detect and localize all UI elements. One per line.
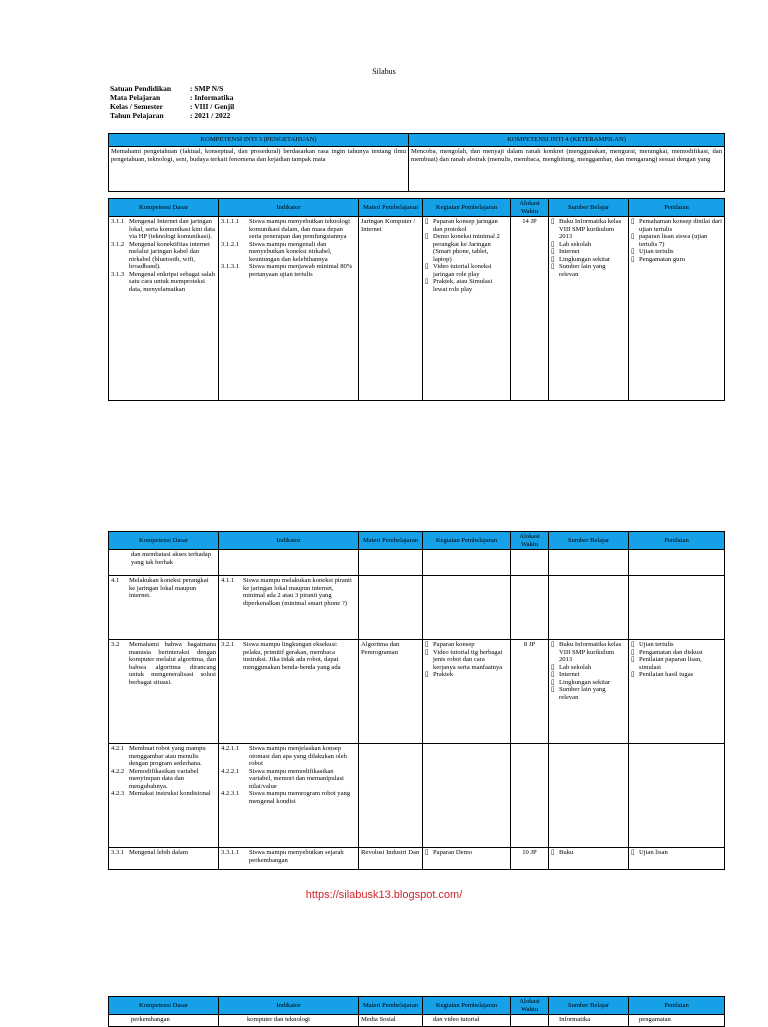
indikator-cell bbox=[219, 550, 359, 576]
col-alokasi: Alokasi Waktu bbox=[511, 997, 549, 1015]
penilaian-cell bbox=[629, 744, 725, 848]
penilaian-cell bbox=[629, 576, 725, 640]
col-indikator: Indikator bbox=[219, 532, 359, 550]
col-materi: Materi Pembelajaran bbox=[359, 199, 423, 217]
indikator-cell: 4.1.1 Siswa mampu melakukan koneksi piranti ke jaringan lokal maupun internet, minimal ada 2 atau 3 piranti yang diperkenalkan (minimal smart phone ?) bbox=[219, 576, 359, 640]
kegiatan-cell bbox=[423, 744, 511, 848]
materi-cell: Algoritma dan Pemrograman bbox=[359, 640, 423, 744]
col-sumber: Sumber Belajar bbox=[549, 532, 629, 550]
col-materi: Materi Pembelajaran bbox=[359, 532, 423, 550]
col-alokasi: Alokasi Waktu bbox=[511, 532, 549, 550]
col-indikator: Indikator bbox=[219, 199, 359, 217]
kegiatan-cell: dan video tutorial bbox=[423, 1015, 511, 1027]
materi-cell: Jaringan Komputer / Internet bbox=[359, 217, 423, 401]
sumber-cell bbox=[549, 576, 629, 640]
materi-cell bbox=[359, 576, 423, 640]
col-materi: Materi Pembelajaran bbox=[359, 997, 423, 1015]
alokasi-cell bbox=[511, 550, 549, 576]
sumber-cell: ▯ Buku Informatika kelas VIII SMP kurikulum 2013 ▯ Lab sekolah ▯ Internet ▯ Lingkungan sekitar ▯ Sumber lain yang relevan bbox=[549, 217, 629, 401]
col-penilaian: Penilaian bbox=[629, 532, 725, 550]
meta-row: Satuan Pendidikan : SMP N/S bbox=[110, 84, 224, 93]
table-row bbox=[109, 744, 725, 848]
col-kompetensi-dasar: Kompetensi Dasar bbox=[109, 532, 219, 550]
col-penilaian: Penilaian bbox=[629, 199, 725, 217]
materi-cell: Media Sosial bbox=[359, 1015, 423, 1027]
ki4-header: KOMPETENSI INTI 4 (KETERAMPILAN) bbox=[409, 134, 725, 147]
ki4-body: Mencoba, mengolah, dan menyaji dalam ranah konkret (menggunakan, mengurai, merangkai, memodifikasi, dan membuat) dan ranah abstrak (menulis, membaca, menghitung, menggambar, dan mengarang) sesuai dengan yang bbox=[409, 147, 725, 192]
kegiatan-cell bbox=[423, 550, 511, 576]
kd-cell: dan membatasi akses terhadap yang tak berhak bbox=[109, 550, 219, 576]
col-kompetensi-dasar: Kompetensi Dasar bbox=[109, 997, 219, 1015]
kd-cell: 3.3.1 Mengenal lebih dalam bbox=[109, 848, 219, 870]
kegiatan-cell: ▯ Paparan konsep jaringan dan protokol ▯ Demo koneksi minimal 2 perangkat ke Jaringan (Smart phone, tablet, laptop) ▯ Video tutorial koneksi jaringan role play ▯ Praktek, atau Simulasi lewat role play bbox=[423, 217, 511, 401]
kd-cell: 3.2 Memahami bahwa bagaimana manusia berinteraksi dengan komputer melalui algoritma, dan bahwa algoritma dirancang untuk mengeneralisasi solusi berbagai situasi. bbox=[109, 640, 219, 744]
source-link[interactable]: https://silabusk13.blogspot.com/ bbox=[305, 889, 463, 901]
indikator-cell: komputer dan teknologi bbox=[219, 1015, 359, 1027]
sumber-cell bbox=[549, 744, 629, 848]
sumber-cell: ▯ Buku bbox=[549, 848, 629, 870]
kegiatan-cell: ▯ Paparan konsep ▯ Video tutorial ttg berbagai jenis robot dan cara kerjanya serta manfaatnya ▯ Praktek bbox=[423, 640, 511, 744]
silabus-table-3 bbox=[108, 996, 725, 1027]
penilaian-cell: pengamatan bbox=[629, 1015, 725, 1027]
alokasi-cell: 10 JP bbox=[511, 848, 549, 870]
col-sumber: Sumber Belajar bbox=[549, 199, 629, 217]
alokasi-cell: 8 JP bbox=[511, 640, 549, 744]
alokasi-cell bbox=[511, 1015, 549, 1027]
penilaian-cell: ▯ Ujian tertulis ▯ Pengamatan dan diskusi ▯ Penilaian paparan lisan, simulasi ▯ Penilaian hasil tugas bbox=[629, 640, 725, 744]
table-row bbox=[109, 848, 725, 870]
meta-row: Kelas / Semester : VIII / Genjil bbox=[110, 102, 235, 111]
col-sumber: Sumber Belajar bbox=[549, 997, 629, 1015]
materi-cell bbox=[359, 550, 423, 576]
col-alokasi: Alokasi Waktu bbox=[511, 199, 549, 217]
sumber-cell: ▯ Buku Informatika kelas VIII SMP kurikulum 2013 ▯ Lab sekolah ▯ Internet ▯ Lingkungan sekitar ▯ Sumber lain yang relevan bbox=[549, 640, 629, 744]
table-row bbox=[109, 1015, 725, 1027]
col-kegiatan: Kegiatan Pembelajaran bbox=[423, 532, 511, 550]
col-kompetensi-dasar: Kompetensi Dasar bbox=[109, 199, 219, 217]
kompetensi-inti-table bbox=[108, 133, 725, 192]
kegiatan-cell: ▯ Paparan Demo bbox=[423, 848, 511, 870]
penilaian-cell: ▯ Pemahaman konsep dinilai dari ujian tertulis ▯ paparan lisan siswa (ujian tertulis 7) ▯ Ujian tertulis ▯ Pengamatan guru bbox=[629, 217, 725, 401]
materi-cell: Revolusi Industri Dan bbox=[359, 848, 423, 870]
document-metadata bbox=[110, 84, 234, 120]
kd-cell: 4.2.1 Membuat robot yang mampu menggambar atau menulis dengan program sederhana. 4.2.2 Memodifikasikan variabel menyimpan data dan mengubahnya. 4.2.3 Memakai instruksi kondisional bbox=[109, 744, 219, 848]
sumber-cell: Informatika bbox=[549, 1015, 629, 1027]
indikator-cell: 4.2.1.1 Siswa mampu menjelaskan konsep otomasi dan apa yang dilakukan oleh robot 4.2.2.1 Siswa mampu memodifikasikan variabel, memori dan memanipulasi nilai/value 4.2.3.1 Siswa mampu memrogram robot yang mengenal kondisi bbox=[219, 744, 359, 848]
ki3-body: Memahami pengetahuan (faktual, konseptual, dan prosedural) berdasarkan rasa ingin tahunya tentang ilmu pengetahuan, teknologi, seni, budaya terkait fenomena dan kejadian tampak mata bbox=[109, 147, 409, 192]
col-indikator: Indikator bbox=[219, 997, 359, 1015]
table-row bbox=[109, 217, 725, 401]
silabus-table-1 bbox=[108, 198, 725, 401]
meta-row: Tahun Pelajaran : 2021 / 2022 bbox=[110, 111, 231, 120]
indikator-cell: 3.2.1 Siswa mampu lingkungan eksekusi: pelaku, primitif gerakan, membaca instruksi. Jika tidak ada robot, dapat menggunakan benda-benda yang ada bbox=[219, 640, 359, 744]
meta-row: Mata Pelajaran : Informatika bbox=[110, 93, 234, 102]
alokasi-cell: 14 JP bbox=[511, 217, 549, 401]
penilaian-cell bbox=[629, 550, 725, 576]
penilaian-cell: ▯ Ujian lisan bbox=[629, 848, 725, 870]
table-row bbox=[109, 640, 725, 744]
indikator-cell: 3.1.1.1 Siswa mampu menyebutkan teknologi komunikasi dalam, dan masa depan serta penerapan dan pemfungsiannya 3.1.2.1 Siswa mampu mengenali dan menyebutkan koneksi nirkabel, keuntungan dan kelebihannya 3.1.3.1 Siswa mampu menjawab minimal 80% pertanyaan ujian tertulis bbox=[219, 217, 359, 401]
table-row bbox=[109, 550, 725, 576]
ki3-header: KOMPETENSI INTI 3 (PENGETAHUAN) bbox=[109, 134, 409, 147]
table-row bbox=[109, 576, 725, 640]
page-title: Silabus bbox=[372, 67, 396, 76]
sumber-cell bbox=[549, 550, 629, 576]
col-kegiatan: Kegiatan Pembelajaran bbox=[423, 199, 511, 217]
indikator-cell: 3.3.1.1 Siswa mampu menyebutkan sejarah perkembangan bbox=[219, 848, 359, 870]
col-kegiatan: Kegiatan Pembelajaran bbox=[423, 997, 511, 1015]
kd-cell: perkembangan bbox=[109, 1015, 219, 1027]
alokasi-cell bbox=[511, 576, 549, 640]
materi-cell bbox=[359, 744, 423, 848]
alokasi-cell bbox=[511, 744, 549, 848]
kegiatan-cell bbox=[423, 576, 511, 640]
kd-cell: 4.1 Melakukan koneksi perangkat ke jaringan lokal maupun internet. bbox=[109, 576, 219, 640]
col-penilaian: Penilaian bbox=[629, 997, 725, 1015]
kd-cell: 3.1.1 Mengenal Internet dan jaringan lokal, serta komunikasi kini data via HP (teknologi komunikasi). 3.1.2 Mengenal konektifitas internet melalui jaringan kabel dan nirkabel (bluetooth, wifi, broadband). 3.1.3 Mengenal enkripsi sebagai salah satu cara untuk memproteksi data, menyelamatkan bbox=[109, 217, 219, 401]
silabus-table-2 bbox=[108, 531, 725, 870]
